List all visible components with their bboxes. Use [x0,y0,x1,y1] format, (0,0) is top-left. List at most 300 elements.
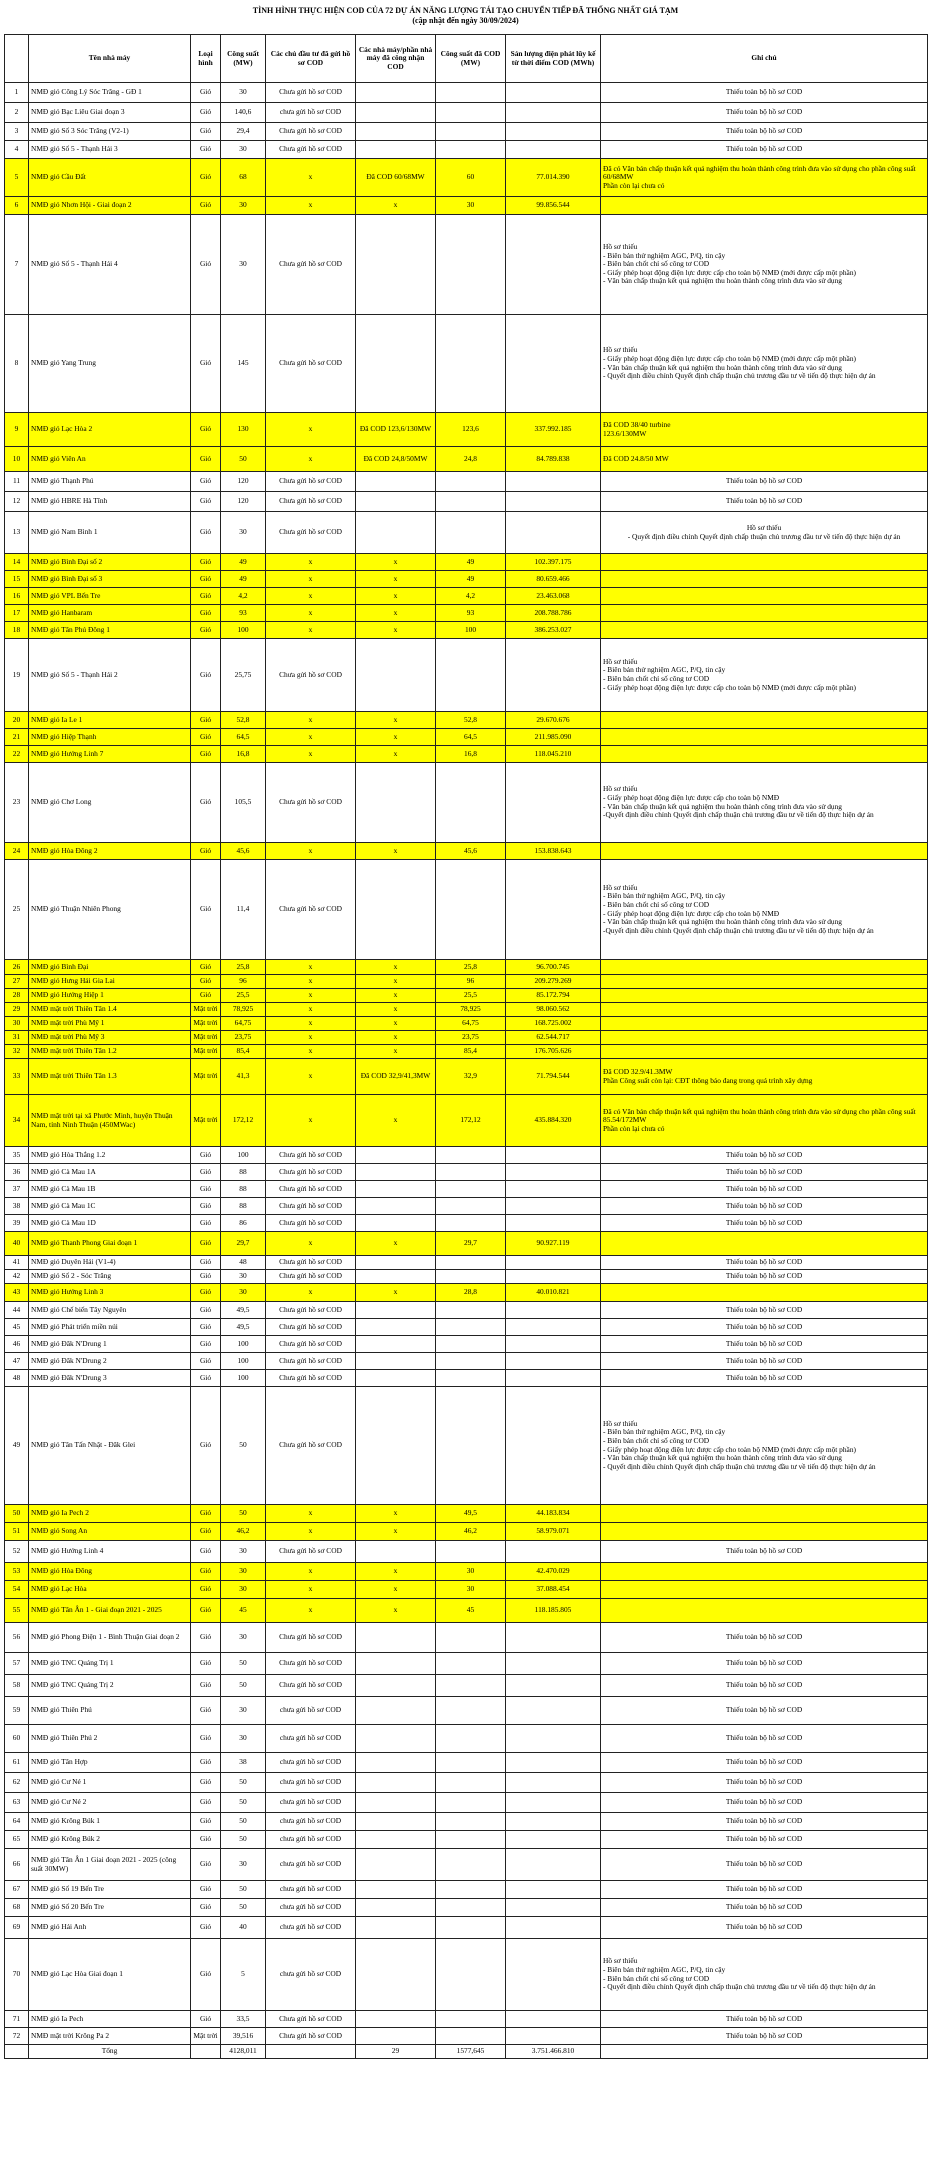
cod-recognized: x [356,588,436,605]
cumulative-energy: 153.838.643 [506,843,601,860]
note-line: - Giấy phép hoạt động điện lực được cấp cho toàn bộ NMĐ (mới được cấp một phần) [603,1444,856,1454]
cumulative-energy: 98.060.562 [506,1003,601,1017]
note-cell [601,1623,928,1653]
capacity-mw: 100 [221,622,266,639]
note-line: Thiếu toàn bộ hồ sơ COD [725,1257,803,1267]
cod-recognized: x [356,1031,436,1045]
note-cell [601,763,928,843]
table-row [5,1198,928,1215]
row-no: 10 [5,447,29,472]
cumulative-energy: 96.700.745 [506,960,601,975]
row-no: 48 [5,1370,29,1387]
cod-capacity-mw [436,1653,506,1675]
total-no-cell [5,2045,29,2059]
plant-type: Gió [191,1675,221,1697]
header-no [5,35,29,83]
plant-type: Mặt trời [191,2028,221,2045]
capacity-mw: 50 [221,1881,266,1899]
cod-recognized [356,215,436,315]
table-row [5,1003,928,1017]
note-cell [601,746,928,763]
cumulative-energy [506,1302,601,1319]
note-line: Đã COD 38/40 turbine [603,419,671,429]
table-body [5,83,928,2045]
plant-type: Gió [191,763,221,843]
cumulative-energy [506,103,601,123]
note-line: - Biên bản chốt chỉ số công tơ COD [603,899,710,909]
row-no: 70 [5,1939,29,2011]
plant-name: NMĐ gió Phong Điện 1 - Bình Thuận Giai đoạn 2 [29,1623,191,1653]
cod-recognized: x [356,1003,436,1017]
submission-status: chưa gửi hồ sơ COD [266,1849,356,1881]
cod-status-table [4,34,928,2059]
cod-recognized: x [356,1505,436,1523]
note-line: - Biên bản chốt chỉ số công tơ COD [603,674,710,683]
submission-status: Chưa gửi hồ sơ COD [266,860,356,960]
note-cell [601,989,928,1003]
row-no: 7 [5,215,29,315]
cod-recognized [356,1164,436,1181]
table-row [5,447,928,472]
capacity-mw: 50 [221,1899,266,1917]
plant-name: NMĐ gió Thanh Phong Giai đoạn 1 [29,1232,191,1256]
table-row [5,83,928,103]
plant-name: NMĐ gió Đăk N'Drung 3 [29,1370,191,1387]
capacity-mw: 172,12 [221,1095,266,1147]
cod-recognized [356,1675,436,1697]
header-note: Ghi chú [601,35,928,83]
cod-capacity-mw [436,1675,506,1697]
plant-type: Gió [191,1881,221,1899]
note-line: - Biên bản thử nghiệm AGC, P/Q, tin cậy [603,1964,726,1974]
submission-status: Chưa gửi hồ sơ COD [266,472,356,492]
capacity-mw: 52,8 [221,712,266,729]
cod-capacity-mw [436,1917,506,1939]
plant-name: NMĐ gió TNC Quảng Trị 1 [29,1653,191,1675]
cod-capacity-mw [436,1881,506,1899]
plant-name: NMĐ gió Cà Mau 1B [29,1181,191,1198]
cod-recognized [356,1270,436,1284]
plant-type: Gió [191,989,221,1003]
capacity-mw: 45 [221,1599,266,1623]
submission-status: x [266,1581,356,1599]
row-no: 60 [5,1725,29,1753]
cumulative-energy: 90.927.119 [506,1232,601,1256]
note-cell [601,315,928,413]
table-row [5,492,928,512]
submission-status: x [266,554,356,571]
cumulative-energy [506,492,601,512]
table-row [5,1793,928,1813]
submission-status: Chưa gửi hồ sơ COD [266,215,356,315]
plant-type: Gió [191,975,221,989]
plant-name: NMĐ gió Đăk N'Drung 1 [29,1336,191,1353]
cod-capacity-mw [436,1164,506,1181]
cumulative-energy [506,1319,601,1336]
table-row [5,103,928,123]
cod-recognized: x [356,1045,436,1059]
plant-type: Gió [191,197,221,215]
cumulative-energy [506,1147,601,1164]
table-row [5,1164,928,1181]
cod-recognized: x [356,1095,436,1147]
cumulative-energy [506,1793,601,1813]
cod-recognized [356,1939,436,2011]
note-line: Thiếu toàn bộ hồ sơ COD [725,1859,803,1869]
submission-status: Chưa gửi hồ sơ COD [266,2011,356,2028]
submission-status: Chưa gửi hồ sơ COD [266,1147,356,1164]
submission-status: x [266,975,356,989]
plant-name: NMĐ gió Thuận Nhiên Phong [29,860,191,960]
cumulative-energy [506,1917,601,1939]
submission-status: x [266,1059,356,1095]
row-no: 3 [5,123,29,141]
plant-type: Gió [191,1753,221,1773]
submission-status: chưa gửi hồ sơ COD [266,1917,356,1939]
note-cell [601,622,928,639]
cod-recognized: x [356,605,436,622]
table-row [5,1899,928,1917]
plant-name: NMĐ gió Hướng Linh 3 [29,1284,191,1302]
note-line: Thiếu toàn bộ hồ sơ COD [725,1902,803,1912]
table-row [5,215,928,315]
submission-status: chưa gửi hồ sơ COD [266,1773,356,1793]
note-line: Thiếu toàn bộ hồ sơ COD [725,1546,803,1556]
note-line: - Văn bản chấp thuận kết quả nghiệm thu hoàn thành công trình đưa vào sử dụng [603,362,842,372]
row-no: 6 [5,197,29,215]
cod-capacity-mw [436,1849,506,1881]
capacity-mw: 50 [221,447,266,472]
row-no: 46 [5,1336,29,1353]
plant-name: NMĐ gió Duyên Hải (V1-4) [29,1256,191,1270]
cumulative-energy: 99.856.544 [506,197,601,215]
note-line: Phần Công suất còn lại: CĐT thông báo đang trong quá trình xây dựng [603,1075,813,1085]
row-no: 8 [5,315,29,413]
cumulative-energy: 85.172.794 [506,989,601,1003]
table-row [5,315,928,413]
header-energy: Sản lượng điện phát lũy kế từ thời điểm COD (MWh) [506,35,601,83]
note-cell [601,1523,928,1541]
cumulative-energy [506,141,601,159]
plant-name: NMĐ gió Nhơn Hội - Giai đoạn 2 [29,197,191,215]
capacity-mw: 29,4 [221,123,266,141]
plant-name: NMĐ gió Cư Né 2 [29,1793,191,1813]
cod-capacity-mw [436,1623,506,1653]
plant-type: Mặt trời [191,1045,221,1059]
table-row [5,1697,928,1725]
cumulative-energy [506,1881,601,1899]
row-no: 20 [5,712,29,729]
table-header-row [5,35,928,83]
cumulative-energy [506,1849,601,1881]
plant-name: NMĐ gió Tân Ân 1 - Giai đoạn 2021 - 2025 [29,1599,191,1623]
row-no: 58 [5,1675,29,1697]
capacity-mw: 40 [221,1917,266,1939]
submission-status: Chưa gửi hồ sơ COD [266,1302,356,1319]
submission-status: Chưa gửi hồ sơ COD [266,1370,356,1387]
note-line: Thiếu toàn bộ hồ sơ COD [725,1632,803,1642]
plant-type: Gió [191,1849,221,1881]
header-cod-recognized: Các nhà máy/phần nhà máy đã công nhận COD [356,35,436,83]
plant-name: NMĐ gió Lạc Hòa Giai đoạn 1 [29,1939,191,2011]
submission-status: x [266,746,356,763]
capacity-mw: 38 [221,1753,266,1773]
cod-capacity-mw [436,1725,506,1753]
capacity-mw: 78,925 [221,1003,266,1017]
plant-name: NMĐ gió Hướng Linh 7 [29,746,191,763]
cumulative-energy: 337.992.185 [506,413,601,447]
table-row [5,1059,928,1095]
note-cell [601,197,928,215]
plant-type: Gió [191,1523,221,1541]
cod-capacity-mw [436,1336,506,1353]
cumulative-energy: 29.670.676 [506,712,601,729]
capacity-mw: 50 [221,1387,266,1505]
note-cell [601,492,928,512]
capacity-mw: 86 [221,1215,266,1232]
submission-status: x [266,1599,356,1623]
note-line: - Quyết định điều chỉnh Quyết định chấp thuận chủ trương đầu tư về tiến độ thực hiện dự án [603,371,876,381]
table-row [5,1563,928,1581]
plant-type: Gió [191,1302,221,1319]
note-cell [601,1793,928,1813]
cumulative-energy [506,2011,601,2028]
cod-recognized [356,1753,436,1773]
capacity-mw: 49,5 [221,1319,266,1336]
capacity-mw: 30 [221,1849,266,1881]
plant-name: NMĐ gió Hưng Hải Gia Lai [29,975,191,989]
plant-name: NMĐ gió Bình Đại [29,960,191,975]
note-line: - Biên bản thử nghiệm AGC, P/Q, tin cậy [603,1427,726,1437]
cod-capacity-mw [436,1319,506,1336]
cumulative-energy [506,1939,601,2011]
table-row [5,639,928,712]
plant-type: Gió [191,1541,221,1563]
submission-status: x [266,1017,356,1031]
note-cell [601,83,928,103]
note-cell [601,1939,928,2011]
note-line: - Giấy phép hoạt động điện lực được cấp cho toàn bộ NMĐ (mới được cấp một phần) [603,267,856,277]
cumulative-energy [506,2028,601,2045]
plant-type: Gió [191,1353,221,1370]
cumulative-energy: 23.463.068 [506,588,601,605]
document-subtitle: (cập nhật đến ngày 30/09/2024) [412,16,519,25]
plant-name: NMĐ gió Hanbaram [29,605,191,622]
submission-status: x [266,1505,356,1523]
note-cell [601,1563,928,1581]
cod-capacity-mw [436,1256,506,1270]
cod-capacity-mw [436,2011,506,2028]
submission-status: Chưa gửi hồ sơ COD [266,123,356,141]
plant-type: Mặt trời [191,1031,221,1045]
plant-name: NMĐ gió Bình Đại số 3 [29,571,191,588]
plant-name: NMĐ gió Bạc Liêu Giai đoạn 3 [29,103,191,123]
submission-status: x [266,1031,356,1045]
cod-capacity-mw: 25,5 [436,989,506,1003]
submission-status: x [266,588,356,605]
submission-status: x [266,413,356,447]
submission-status: chưa gửi hồ sơ COD [266,1793,356,1813]
cod-recognized [356,1793,436,1813]
capacity-mw: 30 [221,512,266,554]
plant-type: Gió [191,2011,221,2028]
row-no: 57 [5,1653,29,1675]
cumulative-energy: 211.985.090 [506,729,601,746]
row-no: 13 [5,512,29,554]
submission-status: chưa gửi hồ sơ COD [266,1831,356,1849]
cumulative-energy [506,1353,601,1370]
cod-capacity-mw: 4,2 [436,588,506,605]
plant-name: NMĐ mặt trời Thiên Tân 1.4 [29,1003,191,1017]
submission-status: Chưa gửi hồ sơ COD [266,141,356,159]
row-no: 17 [5,605,29,622]
plant-type: Gió [191,1653,221,1675]
note-line: - Giấy phép hoạt động điện lực được cấp cho toàn bộ NMĐ (mới được cấp một phần) [603,682,856,692]
capacity-mw: 68 [221,159,266,197]
cod-recognized: x [356,729,436,746]
cumulative-energy: 208.788.786 [506,605,601,622]
cod-capacity-mw [436,492,506,512]
row-no: 23 [5,763,29,843]
submission-status: Chưa gửi hồ sơ COD [266,1623,356,1653]
note-line: Thiếu toàn bộ hồ sơ COD [725,1372,803,1382]
row-no: 63 [5,1793,29,1813]
cumulative-energy [506,763,601,843]
note-line: - Giấy phép hoạt động điện lực được cấp cho toàn bộ NMĐ [603,908,780,918]
cod-capacity-mw [436,315,506,413]
row-no: 65 [5,1831,29,1849]
table-row [5,123,928,141]
table-row [5,1353,928,1370]
cod-capacity-mw: 85,4 [436,1045,506,1059]
note-line: - Biên bản chốt chỉ số công tơ COD [603,1973,710,1983]
note-line: - Quyết định điều chỉnh Quyết định chấp thuận chủ trương đầu tư về tiến độ thực hiện dự án [603,1982,876,1992]
table-row [5,860,928,960]
cod-recognized: x [356,712,436,729]
plant-type: Gió [191,588,221,605]
cumulative-energy: 80.659.466 [506,571,601,588]
note-cell [601,1653,928,1675]
cod-capacity-mw [436,472,506,492]
plant-type: Gió [191,746,221,763]
note-cell [601,1003,928,1017]
plant-type: Gió [191,1899,221,1917]
table-row [5,197,928,215]
submission-status: Chưa gửi hồ sơ COD [266,1270,356,1284]
table-row [5,746,928,763]
cumulative-energy: 168.725.002 [506,1017,601,1031]
cumulative-energy: 37.088.454 [506,1581,601,1599]
capacity-mw: 5 [221,1939,266,2011]
cod-recognized [356,2011,436,2028]
note-cell [601,1319,928,1336]
note-line: Thiếu toàn bộ hồ sơ COD [725,1149,803,1159]
cumulative-energy [506,1725,601,1753]
total-row [5,2045,928,2059]
capacity-mw: 30 [221,215,266,315]
capacity-mw: 30 [221,1563,266,1581]
row-no: 64 [5,1813,29,1831]
note-line: -Quyết định điều chỉnh Quyết định chấp thuận chủ trương đầu tư về tiến độ thực hiện dự án [603,925,874,935]
row-no: 24 [5,843,29,860]
plant-type: Gió [191,712,221,729]
plant-type: Gió [191,447,221,472]
table-row [5,1917,928,1939]
table-row [5,1541,928,1563]
cod-recognized [356,141,436,159]
plant-name: NMĐ gió Hải Anh [29,1917,191,1939]
note-line: Thiếu toàn bộ hồ sơ COD [725,1680,803,1690]
cod-capacity-mw [436,512,506,554]
plant-name: NMĐ gió Cầu Đất [29,159,191,197]
cod-capacity-mw [436,1147,506,1164]
submission-status: x [266,197,356,215]
plant-name: NMĐ gió Số 3 Sóc Trăng (V2-1) [29,123,191,141]
row-no: 25 [5,860,29,960]
note-line: Thiếu toàn bộ hồ sơ COD [725,1922,803,1932]
submission-status: Chưa gửi hồ sơ COD [266,1198,356,1215]
plant-type: Gió [191,1793,221,1813]
plant-type: Gió [191,1284,221,1302]
note-cell [601,1813,928,1831]
note-cell [601,1215,928,1232]
note-line: - Giấy phép hoạt động điện lực được cấp cho toàn bộ NMĐ [603,792,780,802]
note-cell [601,1284,928,1302]
cod-capacity-mw [436,763,506,843]
table-row [5,729,928,746]
cod-recognized: x [356,197,436,215]
capacity-mw: 23,75 [221,1031,266,1045]
plant-name: NMĐ mặt trời Thiên Tân 1.3 [29,1059,191,1095]
cod-capacity-mw [436,1270,506,1284]
cod-capacity-mw [436,639,506,712]
submission-status: Chưa gửi hồ sơ COD [266,83,356,103]
cod-recognized: x [356,1017,436,1031]
header-plant-name: Tên nhà máy [29,35,191,83]
submission-status: x [266,989,356,1003]
row-no: 32 [5,1045,29,1059]
document-title: TÌNH HÌNH THỰC HIỆN COD CỦA 72 DỰ ÁN NĂNG LƯỢNG TÁI TẠO CHUYỂN TIẾP ĐÃ THỐNG NHẤT GIÁ TẠM [252,6,679,15]
note-line: Phần còn lại chưa có [603,180,665,190]
cumulative-energy [506,1697,601,1725]
capacity-mw: 30 [221,1725,266,1753]
note-line: - Văn bản chấp thuận kết quả nghiệm thu hoàn thành công trình đưa vào sử dụng [603,276,842,286]
submission-status: Chưa gửi hồ sơ COD [266,1336,356,1353]
row-no: 53 [5,1563,29,1581]
submission-status: Chưa gửi hồ sơ COD [266,1164,356,1181]
note-line: - Quyết định điều chỉnh Quyết định chấp thuận chủ trương đầu tư về tiến độ thực hiện dự án [627,531,901,541]
cod-capacity-mw [436,1899,506,1917]
plant-type: Gió [191,729,221,746]
table-row [5,413,928,447]
table-row [5,1653,928,1675]
submission-status: x [266,1563,356,1581]
row-no: 72 [5,2028,29,2045]
capacity-mw: 50 [221,1831,266,1849]
note-cell [601,1256,928,1270]
note-cell [601,2011,928,2028]
row-no: 68 [5,1899,29,1917]
cumulative-energy: 102.397.175 [506,554,601,571]
note-line: Thiếu toàn bộ hồ sơ COD [725,126,803,136]
note-line: Thiếu toàn bộ hồ sơ COD [725,2030,803,2040]
plant-type: Gió [191,1181,221,1198]
row-no: 56 [5,1623,29,1653]
cumulative-energy: 386.253.027 [506,622,601,639]
row-no: 54 [5,1581,29,1599]
total-note-cell [601,2045,928,2059]
note-cell [601,1095,928,1147]
